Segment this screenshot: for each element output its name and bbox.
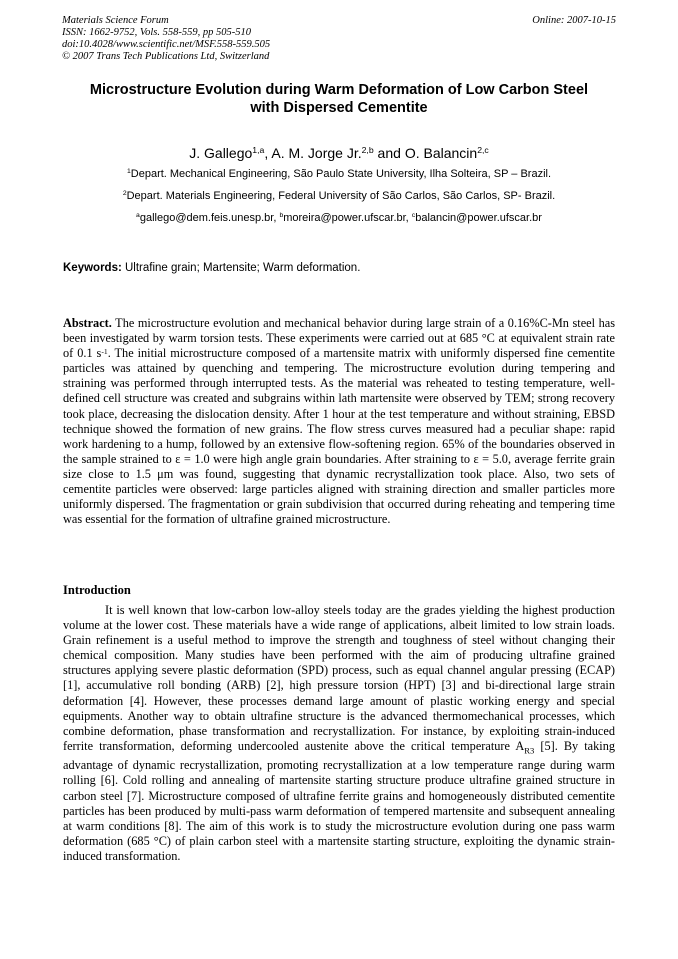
introduction-paragraph: [63, 603, 615, 864]
abstract-text: The microstructure evolution and mechanical behavior during large strain of a 0.16%C-Mn steel has been investigated by warm torsion tests. These experiments were carried out at 685 °C at equivalent strain rate of 0.1 s: [63, 316, 615, 361]
keywords: [63, 261, 615, 275]
section-heading: Introduction: [63, 583, 131, 597]
email-marker: a: [136, 211, 140, 219]
author-list: [30, 144, 648, 162]
email-address: balancin@power.ufscar.br: [415, 212, 542, 224]
affiliation-2: [30, 189, 648, 203]
keywords-label: Keywords:: [63, 262, 122, 274]
author-name: O. Balancin: [404, 145, 478, 161]
affiliation-marker: 1: [126, 167, 131, 175]
email-address: moreira@power.ufscar.br,: [283, 212, 412, 224]
affiliation-text: Depart. Materials Engineering, Federal University of São Carlos, São Carlos, SP- Brazil.: [126, 190, 556, 202]
title-line-1: Microstructure Evolution during Warm Deformation of Low Carbon Steel: [89, 82, 589, 98]
author-separator: and: [373, 145, 405, 161]
affiliation-1: [30, 167, 648, 181]
author-marker: 2,b: [361, 144, 374, 155]
author-marker: 1,a: [252, 144, 265, 155]
affiliation-marker: 2: [122, 189, 127, 197]
abstract: [63, 316, 615, 527]
intro-text: [5]. By taking advantage of dynamic recrystallization, promoting recrystallization at a low temperature range during warm rolling [6]. Cold rolling and annealing of martensite starting structure produce ultrafine grained structure in carbon steel [7]. Microstructure composed of ultrafine ferrite grains and homogeneously distributed cementite particles has been produced by multi-pass warm deformation of tempered martensite and subsequent annealing at warm conditions [8]. The aim of this work is to study the microstructure evolution during one pass warm deformation (685 °C) of plain carbon steel with a martensite starting structure, exploiting the dynamic strain-induced transformation.: [63, 738, 615, 863]
abstract-label: Abstract.: [63, 316, 112, 330]
author-name: J. Gallego: [189, 145, 253, 161]
intro-text: It is well known that low-carbon low-alloy steels today are the grades yielding the highest production volume at the lower cost. These materials have a wide range of applications, albeit limited to low strain loads. Grain refinement is a useful method to improve the strength and toughness of steel without changing their chemical composition. Many studies have been performed with the aim of producing ultrafine grained structures applying severe plastic deformation (SPD) process, such as equal channel angular pressing (ECAP) [1], accumulative roll bonding (ARB) [2], high pressure torsion (HPT) [3] and bi-directional large strain deformation [4]. However, these processes demand large amount of plastic working energy and special equipments. Another way to obtain ultrafine structure is the advanced thermomechanical processes, which combine deformation, phase transformation and recrystallization. For instance, by exploiting strain-induced ferrite transformation, deforming undercooled austenite above the critical temperature A: [63, 603, 615, 753]
online-date: Online: 2007-10-15: [532, 15, 616, 26]
abstract-superscript: -1: [101, 346, 108, 356]
affiliation-text: Depart. Mechanical Engineering, São Paulo State University, Ilha Solteira, SP – Brazil.: [130, 168, 552, 180]
journal-name: Materials Science Forum: [62, 15, 169, 26]
email-marker: b: [279, 211, 284, 219]
journal-header: [62, 15, 270, 63]
paper-title: [50, 81, 628, 117]
keywords-text: Ultrafine grain; Martensite; Warm deformation.: [121, 262, 361, 274]
author-name: A. M. Jorge Jr.: [271, 145, 362, 161]
email-address: gallego@dem.feis.unesp.br,: [139, 212, 280, 224]
email-list: [30, 211, 648, 225]
email-marker: c: [411, 211, 416, 219]
intro-subscript: R3: [524, 745, 535, 756]
abstract-text: . The initial microstructure composed of a martensite matrix with uniformly dispersed fine cementite particles was attained by quenching and tempering. The microstructure evolution during tempering and straining was performed through interrupted tests. As the material was reheated to testing temperature, well-defined cell structure was created and subgrains within lath martensite were observed by TEM; strong recovery took place, decreasing the dislocation density. After 1 hour at the test temperature and without straining, EBSD technique showed the formation of new grains. The flow stress curves measured had a peculiar shape: rapid work hardening to a hump, followed by an extensive flow-softening region. 65% of the boundaries observed in the sample strained to ε = 1.0 were high angle grain boundaries. After straining to ε = 5.0, average ferrite grain size close to 1.5 μm was found, suggesting that dynamic recrystallization took place. Also, two sets of cementite particles were observed: large particles aligned with straining direction and smaller particles more uniformly dispersed. The fragmentation or grain subdivision that occurred during reheating and tempering time was essential for the formation of ultrafine grained microstructure.: [63, 346, 615, 527]
doi-line: doi:10.4028/www.scientific.net/MSF.558-559.505: [62, 39, 271, 50]
author-marker: 2,c: [477, 144, 489, 155]
copyright-line: © 2007 Trans Tech Publications Ltd, Switzerland: [62, 51, 270, 62]
title-line-2: with Dispersed Cementite: [250, 100, 428, 116]
author-separator: ,: [264, 145, 272, 161]
issn-line: ISSN: 1662-9752, Vols. 558-559, pp 505-510: [62, 27, 251, 38]
